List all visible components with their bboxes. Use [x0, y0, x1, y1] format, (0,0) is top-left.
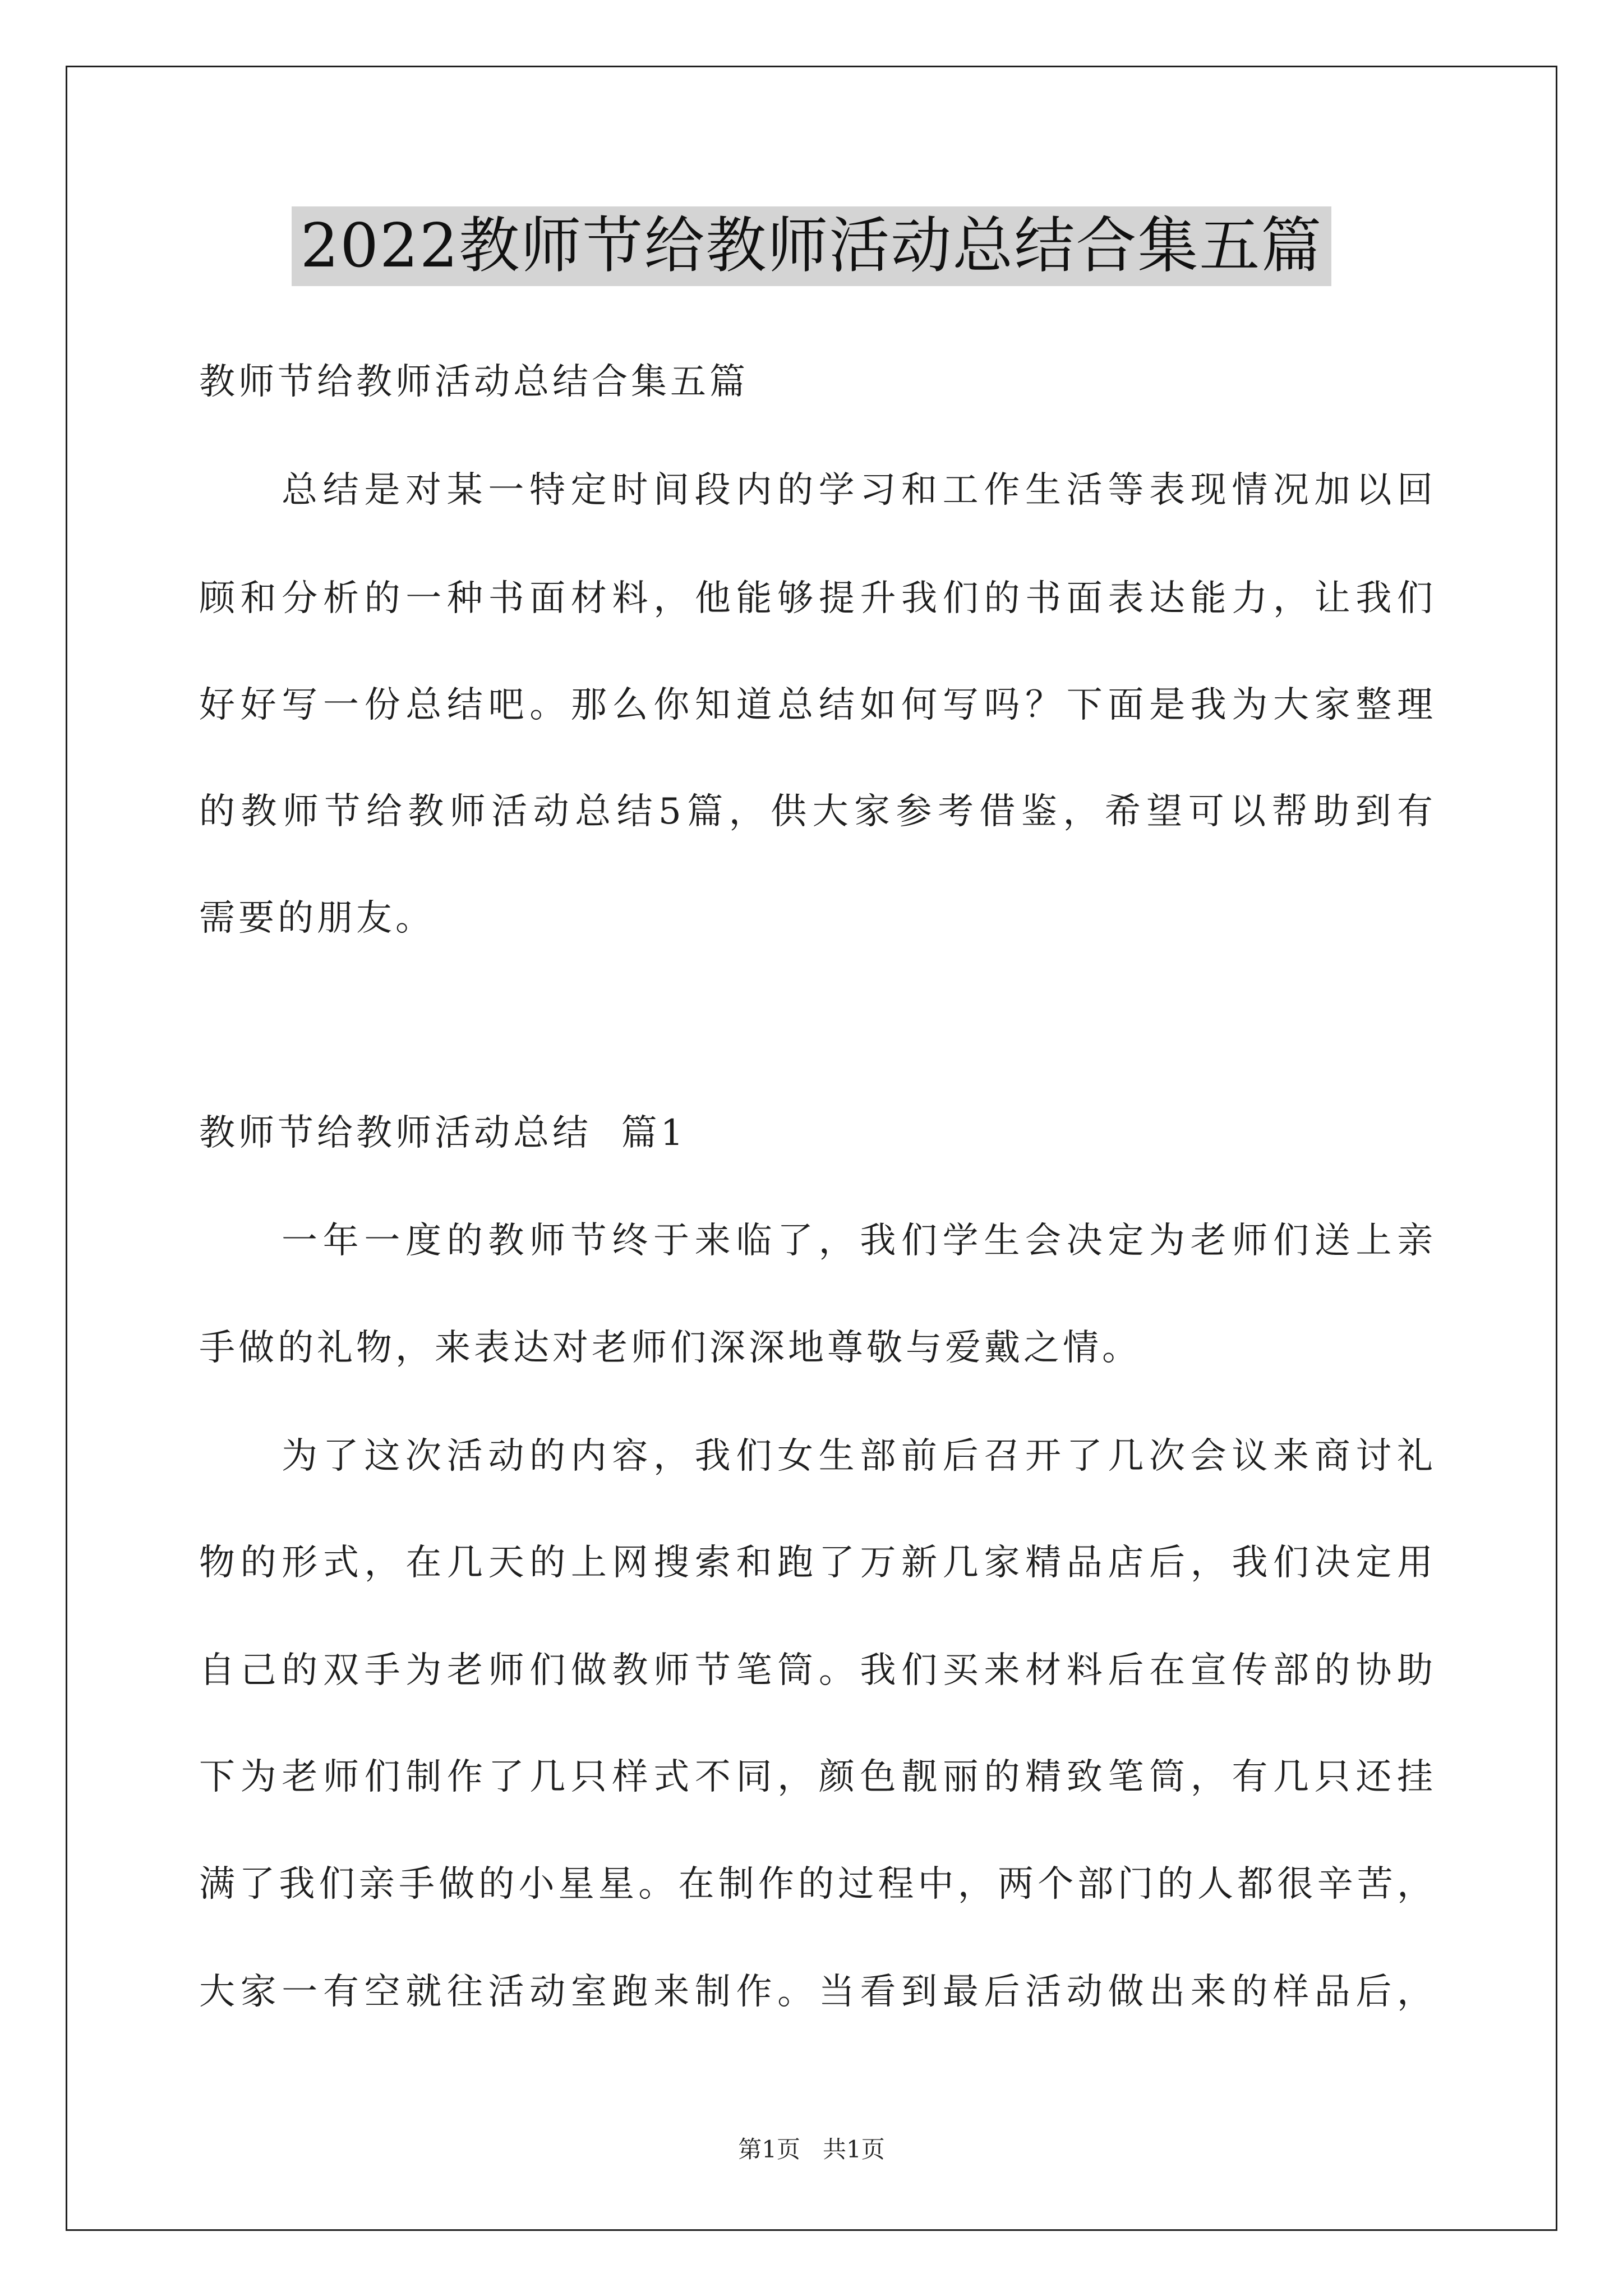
- intro-line-3: 好好写一份总结吧。那么你知道总结如何写吗？下面是我为大家整理: [199, 684, 1433, 726]
- intro-line-2: 顾和分析的一种书面材料，他能够提升我们的书面表达能力，让我们: [199, 578, 1433, 619]
- document-title: 2022教师节给教师活动总结合集五篇: [292, 206, 1332, 286]
- paragraph-2-line-5: 满了我们亲手做的小星星。在制作的过程中，两个部门的人都很辛苦，: [199, 1864, 1433, 1905]
- page-footer: 第1页 共1页: [738, 2136, 885, 2163]
- intro-line-1: 总结是对某一特定时间段内的学习和工作生活等表现情况加以回: [282, 470, 1433, 511]
- section-heading: 教师节给教师活动总结 篇1: [199, 1112, 687, 1154]
- paragraph-2-line-1: 为了这次活动的内容，我们女生部前后召开了几次会议来商讨礼: [282, 1435, 1433, 1477]
- paragraph-2-line-6: 大家一有空就往活动室跑来制作。当看到最后活动做出来的样品后，: [199, 1971, 1433, 2013]
- intro-line-5: 需要的朋友。: [199, 898, 435, 939]
- paragraph-2-line-3: 自己的双手为老师们做教师节笔筒。我们买来材料后在宣传部的协助: [199, 1650, 1433, 1691]
- paragraph-2-line-2: 物的形式，在几天的上网搜索和跑了万新几家精品店后，我们决定用: [199, 1542, 1433, 1584]
- paragraph-2-line-4: 下为老师们制作了几只样式不同，颜色靓丽的精致笔筒，有几只还挂: [199, 1756, 1433, 1798]
- document-subtitle: 教师节给教师活动总结合集五篇: [199, 361, 749, 403]
- intro-line-4: 的教师节给教师活动总结5篇，供大家参考借鉴，希望可以帮助到有: [199, 791, 1433, 832]
- paragraph-1-line-1: 一年一度的教师节终于来临了，我们学生会决定为老师们送上亲: [282, 1220, 1433, 1262]
- title-container: [0, 206, 1623, 286]
- paragraph-1-line-2: 手做的礼物，来表达对老师们深深地尊敬与爱戴之情。: [199, 1327, 1141, 1369]
